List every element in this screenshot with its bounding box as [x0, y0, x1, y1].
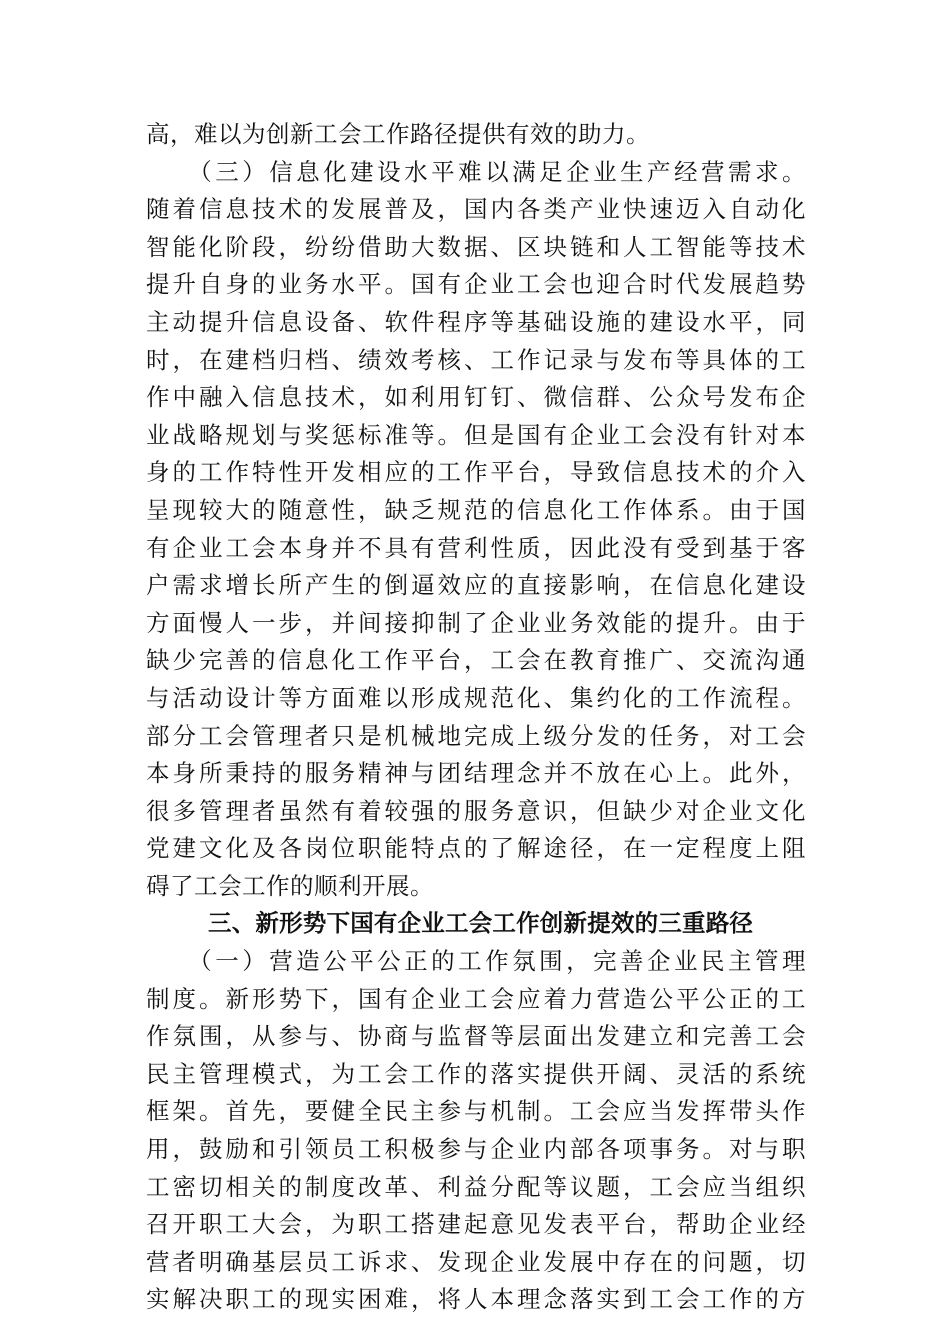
paragraph-line: 户需求增长所产生的倒逼效应的直接影响，在信息化建设	[146, 571, 806, 600]
section-heading: 三、新形势下国有企业工会工作创新提效的三重路径	[208, 909, 754, 938]
paragraph-line: 很多管理者虽然有着较强的服务意识，但缺少对企业文化	[146, 796, 806, 825]
paragraph-line: 民主管理模式，为工会工作的落实提供开阔、灵活的系统	[146, 1059, 806, 1088]
paragraph-line: 碍了工会工作的顺利开展。	[146, 871, 434, 900]
paragraph-line: 高，难以为创新工会工作路径提供有效的助力。	[146, 120, 650, 148]
paragraph-line: 智能化阶段，纷纷借助大数据、区块链和人工智能等技术	[146, 232, 806, 261]
paragraph-line: 提升自身的业务水平。国有企业工会也迎合时代发展趋势	[146, 270, 806, 299]
subsection-heading-line: （三）信息化建设水平难以满足企业生产经营需求。	[146, 157, 806, 186]
paragraph-line: 部分工会管理者只是机械地完成上级分发的任务，对工会	[146, 721, 806, 750]
paragraph-line: 呈现较大的随意性，缺乏规范的信息化工作体系。由于国	[146, 495, 806, 524]
paragraph-line: 方面慢人一步，并间接抑制了企业业务效能的提升。由于	[146, 608, 806, 637]
paragraph-line: 制度。新形势下，国有企业工会应着力营造公平公正的工	[146, 984, 806, 1013]
paragraph-line: 框架。首先，要健全民主参与机制。工会应当发挥带头作	[146, 1097, 806, 1126]
paragraph-line: 用，鼓励和引领员工积极参与企业内部各项事务。对与职	[146, 1135, 806, 1164]
paragraph-line: 党建文化及各岗位职能特点的了解途径，在一定程度上阻	[146, 834, 806, 863]
paragraph-line: 主动提升信息设备、软件程序等基础设施的建设水平，同	[146, 307, 806, 336]
paragraph-line: 实解决职工的现实困难，将人本理念落实到工会工作的方	[146, 1285, 806, 1314]
paragraph-line: 随着信息技术的发展普及，国内各类产业快速迈入自动化	[146, 195, 806, 224]
paragraph-line: 有企业工会本身并不具有营利性质，因此没有受到基于客	[146, 533, 806, 562]
paragraph-line: 本身所秉持的服务精神与团结理念并不放在心上。此外，	[146, 759, 806, 788]
paragraph-line: 缺少完善的信息化工作平台，工会在教育推广、交流沟通	[146, 646, 806, 675]
paragraph-line: 作氛围，从参与、协商与监督等层面出发建立和完善工会	[146, 1022, 806, 1051]
paragraph-line: 营者明确基层员工诉求、发现企业发展中存在的问题，切	[146, 1247, 806, 1276]
paragraph-line: 工密切相关的制度改革、利益分配等议题，工会应当组织	[146, 1172, 806, 1201]
paragraph-line: 召开职工大会，为职工搭建起意见发表平台，帮助企业经	[146, 1210, 806, 1239]
paragraph-line: 作中融入信息技术，如利用钉钉、微信群、公众号发布企	[146, 383, 806, 412]
paragraph-line: 身的工作特性开发相应的工作平台，导致信息技术的介入	[146, 458, 806, 487]
paragraph-line: 时，在建档归档、绩效考核、工作记录与发布等具体的工	[146, 345, 806, 374]
paragraph-line: 业战略规划与奖惩标准等。但是国有企业工会没有针对本	[146, 420, 806, 449]
body-text	[146, 116, 806, 1319]
paragraph-line: 与活动设计等方面难以形成规范化、集约化的工作流程。	[146, 683, 806, 712]
subsection-heading-line: （一）营造公平公正的工作氛围，完善企业民主管理	[146, 947, 806, 976]
